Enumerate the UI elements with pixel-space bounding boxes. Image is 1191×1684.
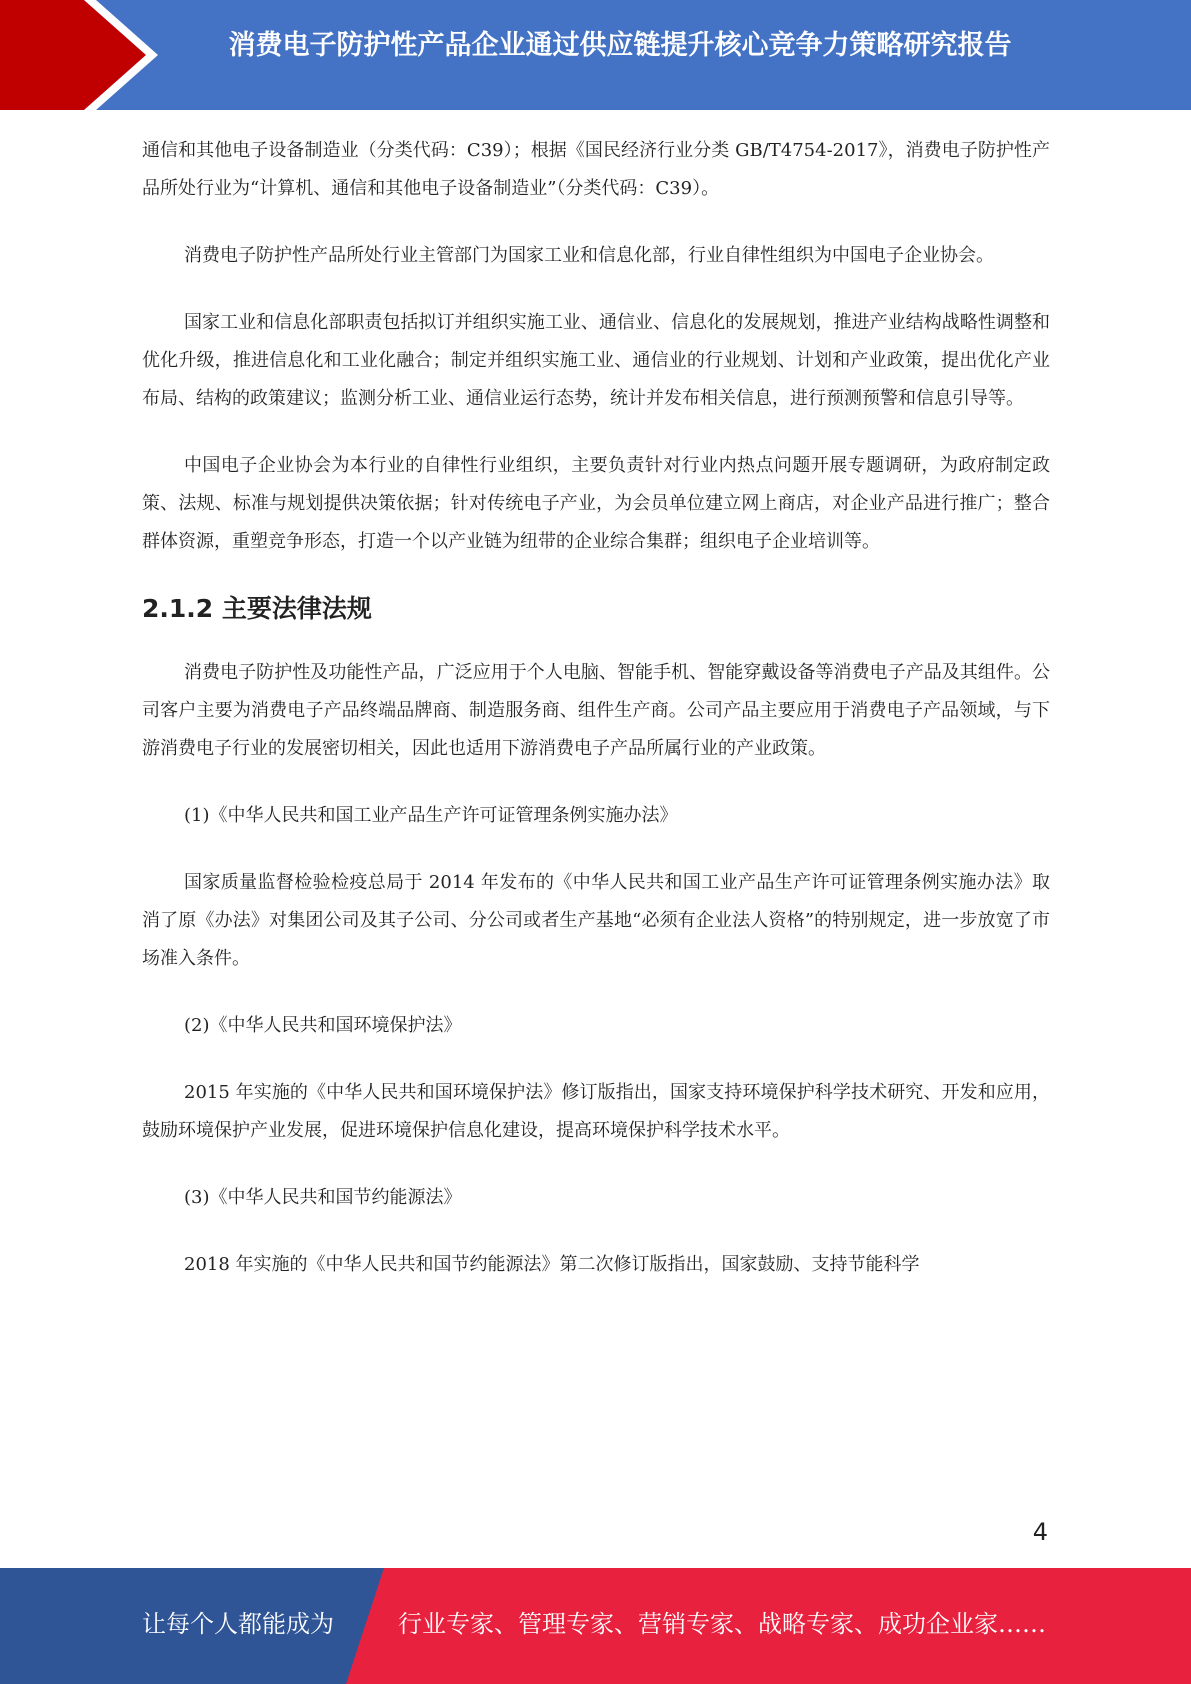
page-header [0, 0, 1191, 110]
document-body [142, 132, 1050, 1313]
law-text-2: 2015 年实施的《中华人民共和国环境保护法》修订版指出，国家支持环境保护科学技术研究、开发和应用，鼓励环境保护产业发展，促进环境保护信息化建设，提高环境保护科学技术水平。 [142, 1082, 1050, 1141]
section-heading: 2.1.2 主要法律法规 [142, 594, 372, 623]
header-red-arrow-decoration [0, 0, 170, 110]
paragraph-association-duties: 中国电子企业协会为本行业的自律性行业组织，主要负责针对行业内热点问题开展专题调研，为政府制定政策、法规、标准与规划提供决策依据；针对传统电子产业，为会员单位建立网上商店，对企业产品进行推广；整合群体资源，重塑竞争形态，打造一个以产业链为纽带的企业综合集群；组织电子企业培训等。 [142, 455, 1050, 552]
paragraph-regulators: 消费电子防护性产品所处行业主管部门为国家工业和信息化部，行业自律性组织为中国电子企业协会。 [184, 245, 994, 266]
footer-slogan-right: 行业专家、管理专家、营销专家、战略专家、成功企业家…… [398, 1610, 1046, 1638]
footer-slogan-left: 让每个人都能成为 [142, 1610, 334, 1638]
paragraph-miit-duties: 国家工业和信息化部职责包括拟订并组织实施工业、通信业、信息化的发展规划，推进产业结构战略性调整和优化升级，推进信息化和工业化融合；制定并组织实施工业、通信业的行业规划、计划和产业政策，提出优化产业布局、结构的政策建议；监测分析工业、通信业运行态势，统计并发布相关信息，进行预测预警和信息引导等。 [142, 312, 1050, 409]
law-text-1: 国家质量监督检验检疫总局于 2014 年发布的《中华人民共和国工业产品生产许可证管理条例实施办法》取消了原《办法》对集团公司及其子公司、分公司或者生产基地“必须有企业法人资格”的特别规定，进一步放宽了市场准入条件。 [142, 872, 1050, 969]
law-title-2: (2)《中华人民共和国环境保护法》 [184, 1015, 462, 1036]
page-number: 4 [1032, 1518, 1048, 1546]
page-footer [0, 1568, 1191, 1684]
paragraph-industry-classification: 通信和其他电子设备制造业（分类代码：C39）；根据《国民经济行业分类 GB/T4754-2017》，消费电子防护性产品所处行业为“计算机、通信和其他电子设备制造业”（分类代码：C39）。 [142, 140, 1050, 199]
paragraph-product-overview: 消费电子防护性及功能性产品，广泛应用于个人电脑、智能手机、智能穿戴设备等消费电子产品及其组件。公司客户主要为消费电子产品终端品牌商、制造服务商、组件生产商。公司产品主要应用于消费电子产品领域，与下游消费电子行业的发展密切相关，因此也适用下游消费电子产品所属行业的产业政策。 [142, 662, 1050, 759]
law-text-3: 2018 年实施的《中华人民共和国节约能源法》第二次修订版指出，国家鼓励、支持节能科学 [184, 1254, 920, 1275]
law-title-3: (3)《中华人民共和国节约能源法》 [184, 1187, 462, 1208]
law-title-1: (1)《中华人民共和国工业产品生产许可证管理条例实施办法》 [184, 805, 678, 826]
report-title: 消费电子防护性产品企业通过供应链提升核心竞争力策略研究报告 [228, 30, 1012, 61]
